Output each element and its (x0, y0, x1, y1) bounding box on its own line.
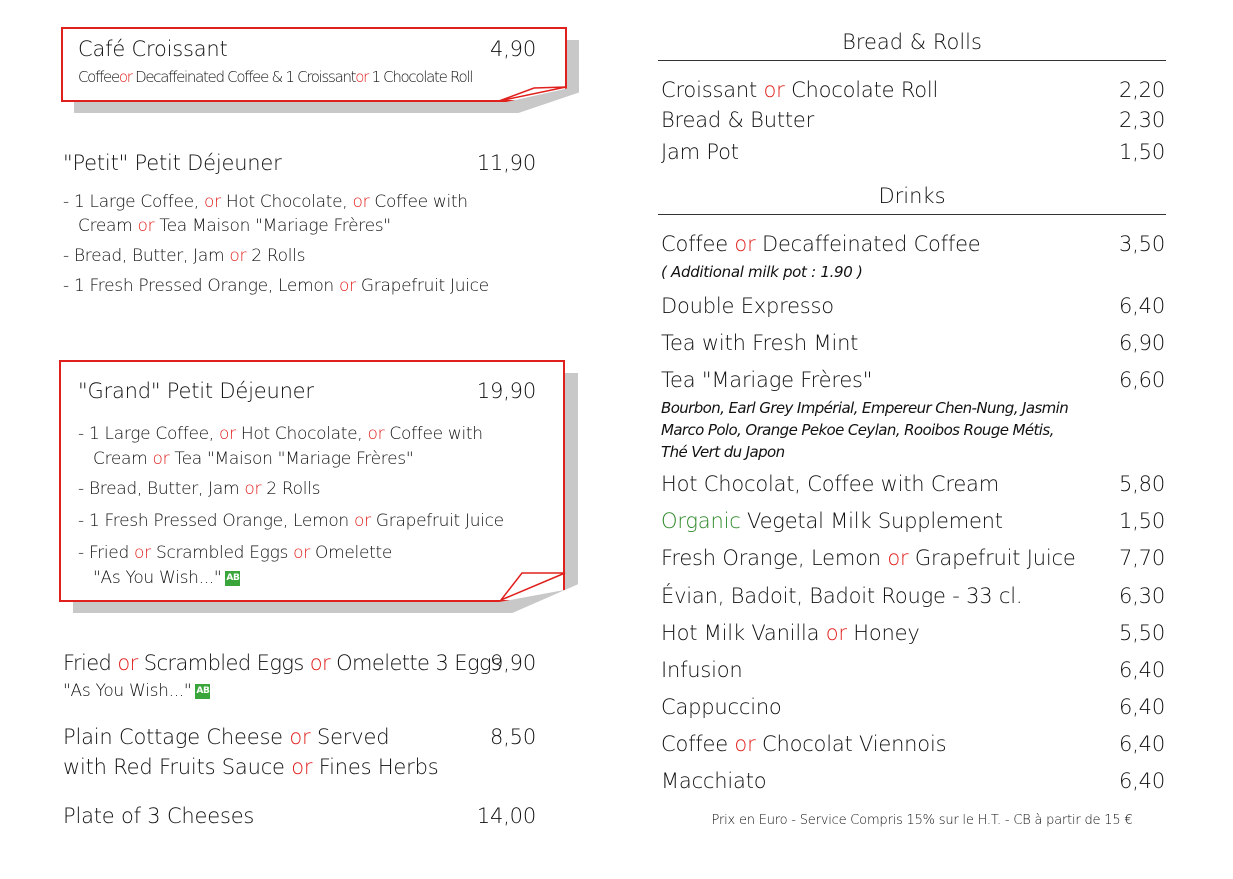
cafe-croissant-title: Café Croissant (78, 37, 228, 61)
cottage-price: 8,50 (490, 725, 536, 749)
cottage-line-1: Plain Cottage Cheese or Served (63, 725, 390, 749)
drinks-heading: Drinks (878, 184, 946, 208)
tea-mint-price: 6,90 (1119, 331, 1165, 355)
coffee-price: 3,50 (1119, 232, 1165, 256)
cappuccino-item: Cappuccino (661, 695, 782, 719)
eggs-subtitle: "As You Wish..." AB (63, 681, 210, 701)
water-item: Évian, Badoit, Badoit Rouge - 33 cl. (661, 584, 1023, 608)
drinks-divider (658, 214, 1166, 215)
petit-line-4: - 1 Fresh Pressed Orange, Lemon or Grapefruit Juice (63, 276, 489, 296)
grand-line-6: "As You Wish..." AB (93, 568, 240, 588)
grand-line-3: - Bread, Butter, Jam or 2 Rolls (78, 479, 321, 499)
page-fold-corner (498, 84, 568, 104)
organic-milk-item: Organic Vegetal Milk Supplement (661, 509, 1003, 533)
petit-dejeuner-price: 11,90 (476, 151, 536, 175)
double-expresso-item: Double Expresso (661, 294, 834, 318)
tea-mariage-item: Tea "Mariage Frères" (661, 368, 873, 392)
petit-line-1: - 1 Large Coffee, or Hot Chocolate, or Coffee with (63, 192, 468, 212)
viennois-item: Coffee or Chocolat Viennois (661, 732, 947, 756)
cafe-croissant-description: Coffeeor Decaffeinated Coffee & 1 Croissantor 1 Chocolate Roll (78, 68, 473, 86)
grand-line-4: - 1 Fresh Pressed Orange, Lemon or Grapefruit Juice (78, 511, 504, 531)
hot-chocolat-item: Hot Chocolat, Coffee with Cream (661, 472, 999, 496)
hot-milk-item: Hot Milk Vanilla or Honey (661, 621, 920, 645)
juice-item: Fresh Orange, Lemon or Grapefruit Juice (661, 546, 1076, 570)
grand-line-1: - 1 Large Coffee, or Hot Chocolate, or Coffee with (78, 424, 483, 444)
organic-label-icon: AB (225, 571, 240, 586)
petit-line-2: Cream or Tea Maison "Mariage Frères" (78, 216, 391, 236)
tea-mariage-note-1: Bourbon, Earl Grey Impérial, Empereur Chen-Nung, Jasmin (661, 399, 1069, 417)
organic-milk-price: 1,50 (1119, 509, 1165, 533)
water-price: 6,30 (1119, 584, 1165, 608)
tea-mariage-note-2: Marco Polo, Orange Pekoe Ceylan, Rooibos Rouge Métis, (661, 421, 1054, 439)
cafe-croissant-price: 4,90 (490, 37, 536, 61)
bread-item-price: 2,20 (1119, 78, 1165, 102)
footer-note: Prix en Euro - Service Compris 15% sur le H.T. - CB à partir de 15 € (711, 813, 1133, 828)
petit-line-3: - Bread, Butter, Jam or 2 Rolls (63, 246, 306, 266)
grand-line-2: Cream or Tea "Maison "Mariage Frères" (93, 449, 414, 469)
macchiato-item: Macchiato (661, 769, 767, 793)
hot-chocolat-price: 5,80 (1119, 472, 1165, 496)
grand-dejeuner-price: 19,90 (476, 379, 536, 403)
petit-dejeuner-title: "Petit" Petit Déjeuner (63, 151, 282, 175)
viennois-price: 6,40 (1119, 732, 1165, 756)
hot-milk-price: 5,50 (1119, 621, 1165, 645)
tea-mariage-price: 6,60 (1119, 368, 1165, 392)
infusion-item: Infusion (661, 658, 743, 682)
cappuccino-price: 6,40 (1119, 695, 1165, 719)
eggs-price: 9,90 (490, 651, 536, 675)
tea-mariage-note-3: Thé Vert du Japon (661, 443, 785, 461)
bread-rolls-heading: Bread & Rolls (842, 30, 982, 54)
cheeses-title: Plate of 3 Cheeses (63, 804, 255, 828)
bread-item-price: 2,30 (1119, 108, 1165, 132)
cottage-line-2: with Red Fruits Sauce or Fines Herbs (63, 755, 439, 779)
bread-item: Bread & Butter (661, 108, 815, 132)
cheeses-price: 14,00 (476, 804, 536, 828)
grand-dejeuner-title: "Grand" Petit Déjeuner (78, 379, 314, 403)
juice-price: 7,70 (1119, 546, 1165, 570)
eggs-title: Fried or Scrambled Eggs or Omelette 3 Eggs (63, 651, 502, 675)
coffee-item: Coffee or Decaffeinated Coffee (661, 232, 981, 256)
tea-mint-item: Tea with Fresh Mint (661, 331, 859, 355)
macchiato-price: 6,40 (1119, 769, 1165, 793)
double-expresso-price: 6,40 (1119, 294, 1165, 318)
bread-item: Jam Pot (661, 140, 739, 164)
bread-item-price: 1,50 (1119, 140, 1165, 164)
page-fold-corner (498, 570, 568, 603)
bread-rolls-divider (658, 60, 1166, 61)
grand-line-5: - Fried or Scrambled Eggs or Omelette (78, 543, 393, 563)
organic-label-icon: AB (195, 684, 210, 699)
bread-item: Croissant or Chocolate Roll (661, 78, 939, 102)
infusion-price: 6,40 (1119, 658, 1165, 682)
coffee-note: ( Additional milk pot : 1.90 ) (661, 263, 863, 281)
